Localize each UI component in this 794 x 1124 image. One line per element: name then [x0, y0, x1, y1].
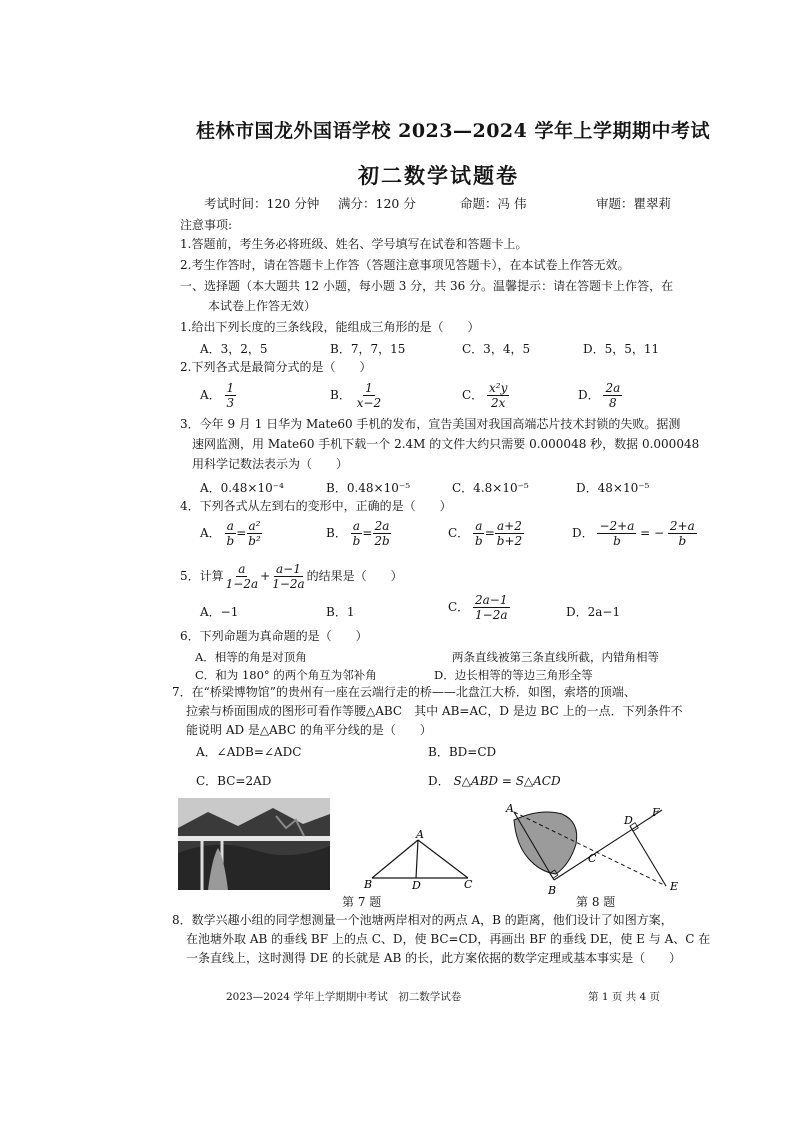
q4-d-lnum: −2+a — [599, 519, 635, 533]
q4-c-right — [495, 519, 524, 548]
school-title: 桂林市国龙外国语学校 2023—2024 学年上学期期中考试 — [196, 120, 710, 142]
q2-c-num: x²y — [489, 381, 508, 395]
q6-option-a: A．相等的角是对顶角 — [195, 650, 307, 664]
q5-f1-num: a — [238, 562, 246, 576]
section1-line1: 一、选择题（本大题共 12 小题，每小题 3 分，共 36 分。温馨提示：请在答题卡上作答，在 — [180, 279, 674, 293]
tri-label-d: D — [412, 879, 421, 890]
section1-line2: 本试卷上作答无效） — [208, 299, 317, 313]
q4-option-b: B． $\frac{a}{b}$ = $\frac{2a}{2b}$ — [326, 519, 390, 548]
exam-title: 初二数学试题卷 — [358, 163, 519, 188]
pond-figure — [500, 802, 690, 898]
exam-time: 考试时间：120 分钟 — [204, 196, 320, 211]
q4-stem: 4．下列各式从左到右的变形中，正确的是（ ） — [180, 499, 452, 513]
q7-label-d: D． — [428, 774, 450, 788]
q5-option-a: A．−1 — [200, 605, 239, 619]
q2-label-b: B． — [330, 388, 351, 402]
q2-fraction-b — [355, 381, 383, 410]
q2-label-d: D． — [578, 388, 600, 402]
q5-f2-den: 1−2a — [272, 577, 305, 591]
q2-option-d — [578, 381, 622, 410]
q1-option-d: D．5，5，11 — [583, 342, 660, 356]
q5-stem: 5．计算 $\frac{a}{1-2a}$ + $\frac{a-1}{1-2a}$ 的结果是（ ） — [180, 562, 403, 591]
q4-c-rden: b+2 — [496, 534, 523, 548]
q6-option-c: C．和为 180° 的两个角互为邻补角 — [195, 668, 377, 682]
q1-stem: 1.给出下列长度的三条线段，能组成三角形的是（ ） — [180, 320, 480, 334]
pond-label-c: C — [588, 852, 597, 865]
q8-line1: 8．数学兴趣小组的同学想测量一个池塘两岸相对的两点 A，B 的距离，他们设计了如图方案， — [172, 913, 673, 927]
fig8-caption: 第 8 题 — [576, 895, 616, 909]
pond-label-a: A — [506, 802, 514, 815]
q7-option-c: C．BC=2AD — [196, 774, 272, 788]
tri-label-b: B — [364, 878, 373, 890]
q4-b-rden: 2b — [374, 534, 390, 548]
q2-fraction-c — [487, 381, 509, 410]
q4-d-rden: b — [678, 534, 687, 548]
q5-c-den: 1−2a — [475, 608, 508, 622]
q4-b-lden: b — [352, 534, 361, 548]
q4-a-lden: b — [226, 534, 235, 548]
q4-d-lden: b — [613, 534, 621, 548]
q5-option-d: D．2a−1 — [566, 605, 621, 619]
q4-b-lnum: a — [352, 519, 361, 533]
exam-score: 满分：120 分 — [338, 196, 416, 211]
q4-a-lnum: a — [226, 519, 234, 533]
note-2: 2.考生作答时，请在答题卡上作答（答题注意事项见答题卡），在本试卷上作答无效。 — [180, 258, 630, 272]
q2-b-num: 1 — [365, 381, 373, 395]
q7-line3: 能说明 AD 是△ABC 的角平分线的是（ ） — [186, 723, 432, 737]
q2-option-c — [462, 381, 509, 410]
q2-d-num: 2a — [605, 381, 621, 395]
q1-option-c: C．3，4，5 — [462, 342, 531, 356]
q4-option-d: D． $\frac{-2+a}{b}$ = − $\frac{2+a}{b}$ — [572, 519, 695, 548]
q5-prefix: 5．计算 — [180, 569, 224, 583]
q4-label-b: B． — [326, 526, 347, 540]
q4-label-c: C． — [448, 526, 470, 540]
bridge-photo — [178, 798, 330, 890]
q5-fraction-2 — [270, 562, 306, 591]
exam-setter: 命题：冯 伟 — [460, 196, 527, 211]
q4-label-a: A． — [200, 526, 221, 540]
q7-line2: 拉索与桥面围成的图形可看作等腰△ABC 其中 AB=AC，D 是边 BC 上的一点．下列条件不 — [186, 704, 683, 718]
q2-a-num: 1 — [226, 381, 235, 395]
q5-f1-den: 1−2a — [225, 577, 259, 591]
q6-stem: 6．下列命题为真命题的是（ ） — [180, 629, 368, 643]
q2-d-den: 8 — [609, 396, 617, 410]
q5-c-fraction — [473, 593, 509, 622]
q5-f2-num: a−1 — [276, 562, 301, 576]
q2-fraction-a — [225, 381, 237, 410]
q7-line1: 7．在“桥梁博物馆”的贵州有一座在云端行走的桥——北盘江大桥．如图，索塔的顶端、 — [172, 685, 636, 699]
q4-b-rnum: 2a — [374, 519, 390, 533]
q3-option-a: A．0.48×10⁻⁴ — [200, 481, 284, 495]
q1-option-a: A．3，2，5 — [200, 342, 268, 356]
q2-b-den: x−2 — [356, 396, 382, 410]
q3-line2: 速网监测，用 Mate60 手机下载一个 2.4M 的文件大约只需要 0.000048 秒，数据 0.000048 — [192, 437, 700, 451]
q8-line2: 在池塘外取 AB 的垂线 BF 上的点 C、D，使 BC=CD，再画出 BF 的垂线 DE，使 E 与 A、C 在 — [186, 932, 711, 946]
tri-label-a: A — [416, 828, 424, 841]
q6-option-b: 两条直线被第三条直线所截，内错角相等 — [452, 650, 659, 664]
q4-c-lnum: a — [475, 519, 483, 533]
footer-exam-info: 2023—2024 学年上学期期中考试 初二数学试卷 — [226, 991, 462, 1003]
q3-line3: 用科学记数法表示为（ ） — [192, 457, 349, 471]
q3-option-c: C．4.8×10⁻⁵ — [452, 481, 529, 495]
q7-option-a: A．∠ADB=∠ADC — [196, 745, 302, 759]
q4-a-right — [246, 519, 263, 548]
q7-option-b: B．BD=CD — [428, 745, 497, 759]
q7-d-expression: S△ABD = S△ACD — [453, 774, 561, 788]
q5-fraction-1 — [224, 562, 260, 591]
q4-label-d: D． — [572, 526, 594, 540]
q4-c-rnum: a+2 — [497, 519, 522, 533]
q3-option-d: D．48×10⁻⁵ — [576, 481, 650, 495]
q5-label-c: C． — [448, 600, 470, 614]
q4-c-left — [473, 519, 485, 548]
q7-option-d — [428, 772, 561, 789]
q5-suffix: 的结果是（ ） — [306, 569, 403, 583]
q3-line1: 3．今年 9 月 1 日华为 Mate60 手机的发布，宣告美国对我国高端芯片技术封锁的失败。据测 — [180, 417, 681, 431]
exam-reviewer: 审题：瞿翠莉 — [596, 196, 672, 211]
q2-label-a: A． — [200, 388, 221, 402]
q4-option-a: A． $\frac{a}{b}$ = $\frac{\text{a²}}{\text{b²}}$ — [200, 519, 261, 548]
q3-option-b: B．0.48×10⁻⁵ — [326, 481, 411, 495]
q4-a-rnum: a² — [248, 519, 261, 533]
q2-stem: 2.下列各式是最简分式的是（ ） — [180, 360, 372, 374]
q6-option-d: D．边长相等的等边三角形全等 — [434, 668, 593, 682]
fig7-caption: 第 7 题 — [342, 895, 382, 909]
pond-label-b: B — [548, 884, 557, 897]
footer-page-number: 第 1 页 共 4 页 — [588, 991, 661, 1003]
pond-label-e: E — [670, 880, 679, 893]
q5-option-c — [448, 593, 510, 622]
q4-option-c: C． $\frac{a}{b}$ = $\frac{a+2}{b+2}$ — [448, 519, 523, 548]
q2-fraction-d — [603, 381, 622, 410]
q8-line3: 一条直线上，这时测得 DE 的长就是 AB 的长，此方案依据的数学定理或基本事实是（ ） — [186, 951, 682, 965]
q4-d-rnum: 2+a — [669, 519, 695, 533]
q2-option-a — [200, 381, 236, 410]
note-1: 1.答题前，考生务必将班级、姓名、学号填写在试卷和答题卡上。 — [180, 237, 528, 251]
q4-a-left — [225, 519, 237, 548]
tri-label-c: C — [464, 878, 473, 890]
pond-label-d: D — [624, 814, 633, 827]
q5-c-num: 2a−1 — [475, 593, 508, 607]
q4-d-left — [597, 519, 636, 548]
q2-option-b — [330, 381, 383, 410]
q4-b-right — [372, 519, 391, 548]
notes-heading: 注意事项: — [180, 218, 233, 232]
q4-a-rden: b² — [248, 534, 261, 548]
q2-c-den: 2x — [490, 396, 506, 410]
q1-option-b: B．7，7，15 — [330, 342, 406, 356]
q2-label-c: C． — [462, 388, 484, 402]
q5-option-b: B．1 — [326, 605, 355, 619]
q4-c-lden: b — [475, 534, 483, 548]
q2-a-den: 3 — [226, 396, 235, 410]
q4-d-right — [668, 519, 697, 548]
pond-label-f: F — [652, 806, 660, 819]
triangle-figure — [360, 828, 478, 890]
q4-b-left — [351, 519, 363, 548]
